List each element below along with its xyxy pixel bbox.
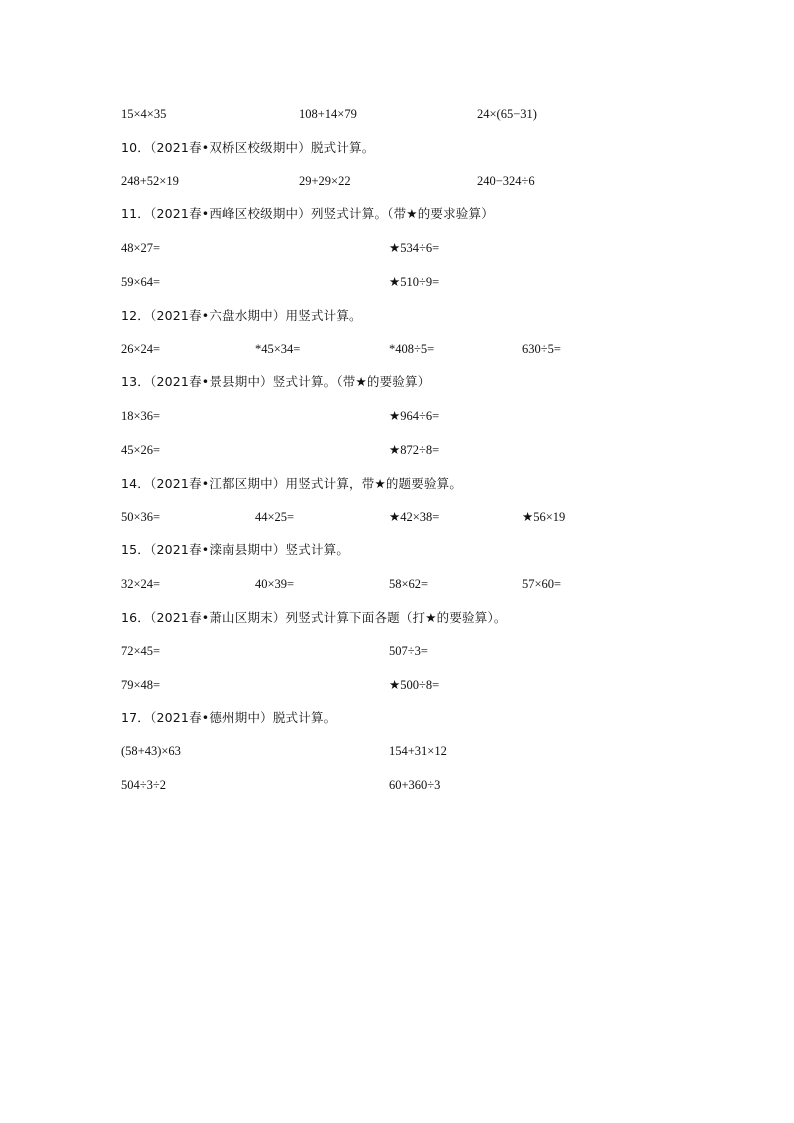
expression: 248+52×19	[121, 174, 179, 188]
expression-row	[0, 775, 794, 795]
question-heading	[0, 372, 794, 392]
expression: 15×4×35	[121, 107, 167, 121]
expression: ★42×38=	[389, 510, 440, 524]
expression: 24×(65−31)	[477, 107, 537, 121]
question-heading	[0, 306, 794, 326]
expression: 40×39=	[255, 577, 295, 591]
question-text: 16．（2021春•萧山区期末）列竖式计算下面各题（打★的要验算）。	[121, 610, 507, 625]
expression-row	[0, 406, 794, 426]
expression: 108+14×79	[299, 107, 357, 121]
expression: ★534÷6=	[389, 241, 440, 255]
expression-row	[0, 171, 794, 191]
expression: 72×45=	[121, 644, 161, 658]
expression: 58×62=	[389, 577, 429, 591]
expression: 29+29×22	[299, 174, 351, 188]
question-text: 14．（2021春•江都区期中）用竖式计算，带★的题要验算。	[121, 476, 463, 491]
question-heading	[0, 138, 794, 158]
expression-row	[0, 741, 794, 761]
expression-row	[0, 574, 794, 594]
expression: 504÷3÷2	[121, 778, 166, 792]
expression: 60+360÷3	[389, 778, 441, 792]
expression: 59×64=	[121, 275, 161, 289]
expression: 18×36=	[121, 409, 161, 423]
question-heading	[0, 474, 794, 494]
expression: 50×36=	[121, 510, 161, 524]
expression: 32×24=	[121, 577, 161, 591]
expression-row	[0, 104, 794, 124]
question-heading	[0, 540, 794, 560]
expression-row	[0, 440, 794, 460]
question-heading	[0, 708, 794, 728]
expression-row	[0, 272, 794, 292]
expression: 44×25=	[255, 510, 295, 524]
expression-row	[0, 675, 794, 695]
question-heading	[0, 204, 794, 224]
expression: 57×60=	[522, 577, 562, 591]
expression-row	[0, 641, 794, 661]
expression: 630÷5=	[522, 342, 561, 356]
expression: 79×48=	[121, 678, 161, 692]
expression: 48×27=	[121, 241, 161, 255]
expression: ★510÷9=	[389, 275, 440, 289]
expression: 45×26=	[121, 443, 161, 457]
question-text: 11．（2021春•西峰区校级期中）列竖式计算。（带★的要求验算）	[121, 206, 494, 221]
expression-row	[0, 507, 794, 527]
expression-row	[0, 238, 794, 258]
expression: ★872÷8=	[389, 443, 440, 457]
expression: 507÷3=	[389, 644, 428, 658]
question-text: 15．（2021春•滦南县期中）竖式计算。	[121, 542, 350, 557]
expression: 240−324÷6	[477, 174, 535, 188]
expression: ★500÷8=	[389, 678, 440, 692]
question-heading	[0, 608, 794, 628]
expression: (58+43)×63	[121, 744, 181, 758]
expression: *408÷5=	[389, 342, 435, 356]
expression: 154+31×12	[389, 744, 447, 758]
question-text: 10．（2021春•双桥区校级期中）脱式计算。	[121, 140, 375, 155]
expression-row	[0, 339, 794, 359]
question-text: 13．（2021春•景县期中）竖式计算。（带★的要验算）	[121, 374, 431, 389]
expression: ★56×19	[522, 510, 566, 524]
expression: 26×24=	[121, 342, 161, 356]
question-text: 17．（2021春•德州期中）脱式计算。	[121, 710, 337, 725]
expression: *45×34=	[255, 342, 301, 356]
expression: ★964÷6=	[389, 409, 440, 423]
question-text: 12．（2021春•六盘水期中）用竖式计算。	[121, 308, 362, 323]
